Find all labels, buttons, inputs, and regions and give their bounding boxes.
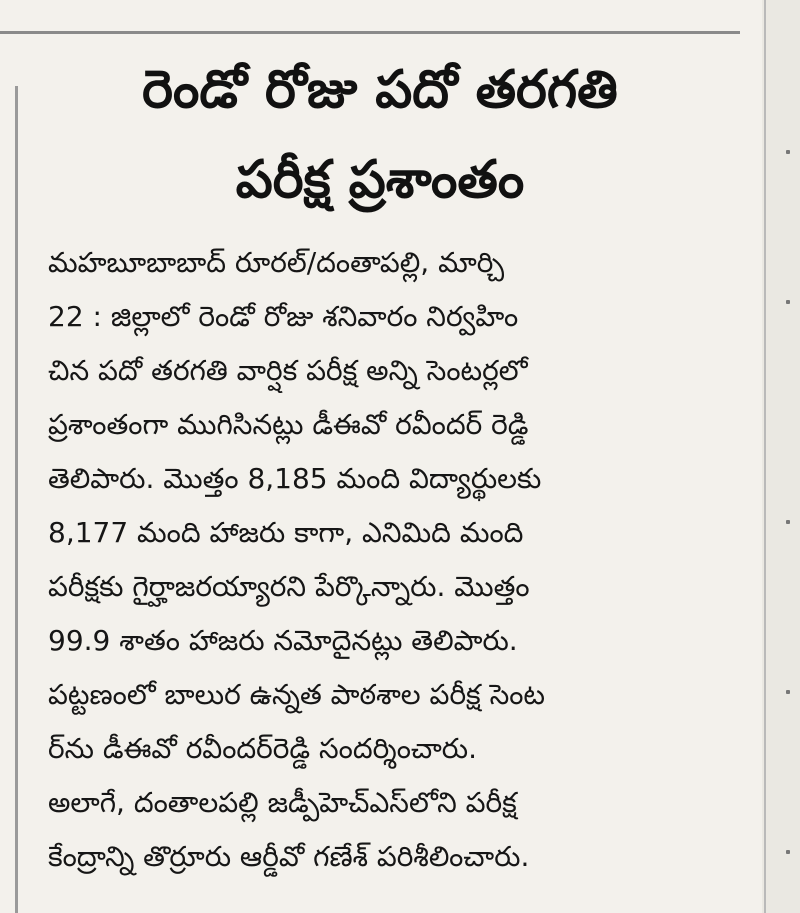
body-line-2: 22 : జిల్లాలో రెండో రోజు శనివారం నిర్వహిం	[48, 300, 519, 333]
headline-line-1: రెండో రోజు పదో తరగతి	[142, 60, 618, 120]
adjacent-text-mark	[786, 300, 790, 304]
adjacent-text-mark	[786, 850, 790, 854]
body-line-10: ర్‌ను డీఈవో రవీందర్‌రెడ్డి సందర్శించారు.	[48, 732, 477, 765]
body-line-5: తెలిపారు. మొత్తం 8,185 మంది విద్యార్థులకు	[48, 462, 542, 495]
body-line-3: చిన పదో తరగతి వార్షిక పరీక్ష అన్ని సెంటర్లలో	[48, 354, 528, 387]
adjacent-column-edge	[762, 0, 800, 913]
column-top-rule	[0, 31, 740, 34]
adjacent-column-rule	[764, 0, 766, 913]
body-line-4: ప్రశాంతంగా ముగిసినట్లు డీఈవో రవీందర్ రెడ్డి	[48, 408, 529, 441]
body-line-8: 99.9 శాతం హాజరు నమోదైనట్లు తెలిపారు.	[48, 624, 518, 657]
headline-line-2: పరీక్ష ప్రశాంతం	[235, 150, 525, 210]
body-line-12: కేంద్రాన్ని తొర్రూరు ఆర్డీవో గణేశ్ పరిశీలించారు.	[48, 840, 530, 873]
previous-article-fragment	[0, 0, 760, 14]
body-line-9: పట్టణంలో బాలుర ఉన్నత పాఠశాల పరీక్ష సెంట	[48, 678, 546, 711]
adjacent-text-mark	[786, 520, 790, 524]
body-line-1: మహబూబాబాద్ రూరల్/దంతాపల్లి, మార్చి	[48, 246, 505, 279]
adjacent-text-mark	[786, 150, 790, 154]
body-line-6: 8,177 మంది హాజరు కాగా, ఎనిమిది మంది	[48, 516, 524, 549]
column-left-rule	[15, 86, 18, 913]
adjacent-text-mark	[786, 690, 790, 694]
body-line-11: అలాగే, దంతాలపల్లి జడ్పీహెచ్‌ఎస్‌లోని పరీక్ష	[48, 786, 517, 819]
body-line-7: పరీక్షకు గైర్హాజరయ్యారని పేర్కొన్నారు. మొత్తం	[48, 570, 530, 603]
